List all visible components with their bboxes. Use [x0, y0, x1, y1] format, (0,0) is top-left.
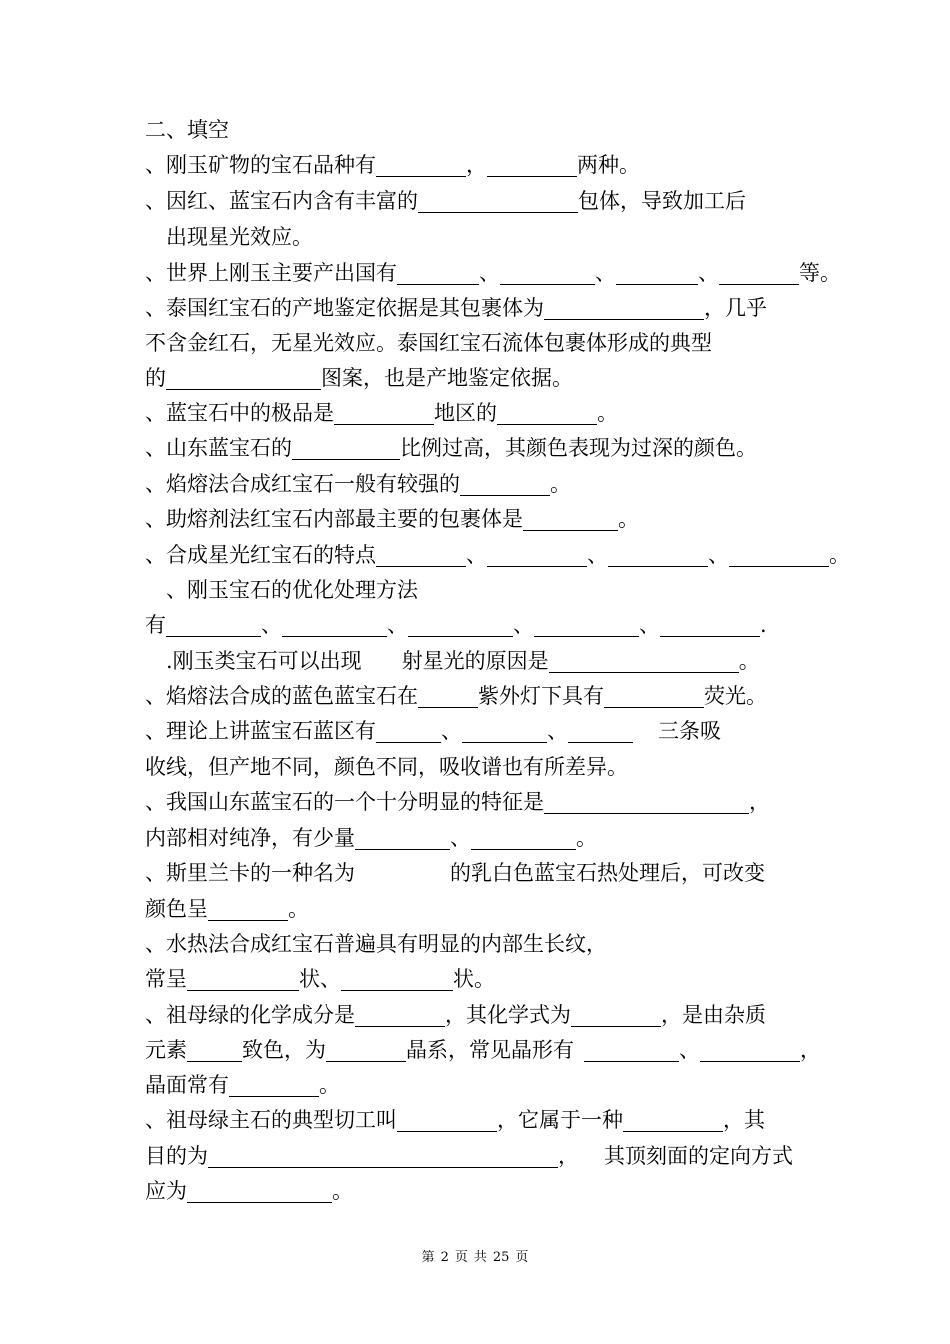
question-text: . — [760, 613, 767, 637]
question-line — [145, 398, 618, 428]
question-text: 。 — [319, 1073, 340, 1097]
question-text: 致色，为 — [242, 1038, 326, 1062]
question-line — [145, 929, 607, 959]
question-text: 、刚玉宝石的优化处理方法 — [166, 578, 418, 602]
page-label: 第 — [421, 1250, 435, 1265]
question-text: 内部相对纯净，有少量 — [145, 826, 355, 850]
answer-blank[interactable] — [471, 823, 576, 850]
question-text: 、 — [479, 261, 500, 285]
question-text: 、 — [450, 826, 471, 850]
question-text: 、刚玉矿物的宝石品种有 — [145, 153, 376, 177]
answer-blank[interactable] — [326, 1035, 406, 1062]
question-text: 收线，但产地不同，颜色不同，吸收谱也有所差异。 — [145, 755, 628, 779]
question-line — [145, 1000, 766, 1030]
question-line — [145, 894, 309, 924]
question-text: 、理论上讲蓝宝石蓝区有 — [145, 719, 376, 743]
answer-blank[interactable] — [534, 610, 639, 637]
answer-blank[interactable] — [500, 258, 595, 285]
answer-blank[interactable] — [397, 1105, 497, 1132]
question-text: 、蓝宝石中的极品是 — [145, 401, 334, 425]
page-unit: 页 — [454, 1250, 468, 1265]
question-text: 、我国山东蓝宝石的一个十分明显的特征是 — [145, 790, 544, 814]
answer-blank[interactable] — [376, 716, 441, 743]
question-line — [145, 1105, 765, 1135]
question-text: 图案，也是产地鉴定依据。 — [321, 366, 573, 390]
question-text: 有 — [145, 613, 166, 637]
answer-blank[interactable] — [397, 258, 479, 285]
question-text: 。 — [597, 401, 618, 425]
question-text: 、 — [513, 613, 534, 637]
question-text: 、 — [698, 261, 719, 285]
question-line — [145, 258, 841, 288]
question-text: ，几乎 — [704, 296, 767, 320]
page-number: 2 — [440, 1250, 449, 1265]
answer-blank[interactable] — [729, 540, 829, 567]
question-line — [145, 1035, 821, 1065]
question-text: 紫外灯下具有 — [478, 684, 604, 708]
question-text: 晶系，常见晶形有 — [406, 1038, 574, 1062]
total-pages: 25 — [492, 1250, 510, 1265]
question-text: 、山东蓝宝石的 — [145, 436, 292, 460]
question-line — [145, 823, 597, 853]
question-text: ， — [749, 790, 770, 814]
question-text: 、 — [595, 261, 616, 285]
question-text: ， — [466, 153, 487, 177]
total-unit: 页 — [515, 1250, 529, 1265]
question-text: 、泰国红宝石的产地鉴定依据是其包裹体为 — [145, 296, 544, 320]
answer-blank[interactable] — [355, 1000, 445, 1027]
question-text: 、因红、蓝宝石内含有丰富的 — [145, 189, 418, 213]
question-text: 的 — [145, 366, 166, 390]
answer-blank[interactable] — [623, 1105, 723, 1132]
answer-blank[interactable] — [487, 540, 587, 567]
question-text: 、合成星光红宝石的特点 — [145, 543, 376, 567]
question-line — [145, 504, 639, 534]
question-line — [145, 1141, 793, 1171]
question-text: 晶面常有 — [145, 1073, 229, 1097]
question-line — [145, 964, 495, 994]
question-line — [145, 858, 765, 888]
answer-blank[interactable] — [462, 716, 547, 743]
question-text: 。 — [288, 897, 309, 921]
answer-blank[interactable] — [544, 293, 704, 320]
question-line — [145, 787, 770, 817]
question-line — [145, 752, 628, 782]
question-text: 三条吸 — [658, 719, 721, 743]
question-text: 的乳白色蓝宝石热处理后，可改变 — [450, 861, 765, 885]
question-line — [145, 328, 712, 358]
question-text: 。 — [829, 543, 850, 567]
question-text: 应为 — [145, 1179, 187, 1203]
answer-blank[interactable] — [487, 150, 577, 177]
answer-blank[interactable] — [497, 398, 597, 425]
answer-blank[interactable] — [608, 540, 708, 567]
answer-blank[interactable] — [166, 363, 321, 390]
question-text: 射星光的原因是 — [401, 649, 549, 673]
answer-blank[interactable] — [660, 610, 760, 637]
question-text: ， — [558, 1144, 579, 1168]
answer-blank[interactable] — [166, 610, 261, 637]
question-text: 、 — [261, 613, 282, 637]
question-text: ，其 — [723, 1108, 765, 1132]
answer-blank[interactable] — [292, 433, 400, 460]
question-text: 常呈 — [145, 967, 187, 991]
question-text: 、焰熔法合成红宝石一般有较强的 — [145, 472, 460, 496]
answer-blank[interactable] — [187, 1035, 242, 1062]
question-line — [145, 540, 850, 570]
question-text: .刚玉类宝石可以出现 — [166, 649, 362, 673]
answer-blank[interactable] — [616, 258, 698, 285]
question-text: 、 — [708, 543, 729, 567]
question-text: 、祖母绿主石的典型切工叫 — [145, 1108, 397, 1132]
question-text: 、 — [387, 613, 408, 637]
answer-blank[interactable] — [719, 258, 799, 285]
answer-blank[interactable] — [408, 610, 513, 637]
answer-blank[interactable] — [376, 150, 466, 177]
question-line — [145, 1176, 353, 1206]
question-text: 、 — [679, 1038, 700, 1062]
question-line — [145, 293, 767, 323]
question-line — [145, 433, 757, 463]
answer-blank[interactable] — [460, 469, 550, 496]
question-text: 地区的 — [434, 401, 497, 425]
page-footer — [0, 1248, 950, 1268]
question-text: 、 — [547, 719, 568, 743]
question-text: 。 — [332, 1179, 353, 1203]
question-line — [145, 681, 767, 711]
question-line — [166, 222, 313, 252]
answer-blank[interactable] — [604, 681, 704, 708]
question-text: 出现星光效应。 — [166, 225, 313, 249]
question-line — [166, 575, 418, 605]
answer-blank[interactable] — [355, 823, 450, 850]
question-text: 不含金红石，无星光效应。泰国红宝石流体包裹体形成的典型 — [145, 331, 712, 355]
question-text: 状、 — [299, 967, 341, 991]
question-line — [145, 469, 571, 499]
answer-blank[interactable] — [418, 186, 578, 213]
question-text: 、 — [587, 543, 608, 567]
answer-blank[interactable] — [282, 610, 387, 637]
question-line — [145, 363, 573, 393]
question-text: 比例过高，其颜色表现为过深的颜色。 — [400, 436, 757, 460]
answer-blank[interactable] — [544, 787, 749, 814]
question-text: 、助熔剂法红宝石内部最主要的包裹体是 — [145, 507, 523, 531]
question-text: 目的为 — [145, 1144, 208, 1168]
answer-blank[interactable] — [523, 504, 618, 531]
question-text: 、祖母绿的化学成分是 — [145, 1003, 355, 1027]
question-text: 其顶刻面的定向方式 — [604, 1144, 793, 1168]
question-text: 、水热法合成红宝石普遍具有明显的内部生长纹， — [145, 932, 607, 956]
answer-blank[interactable] — [187, 1176, 332, 1203]
question-text: 两种。 — [577, 153, 640, 177]
answer-blank[interactable] — [334, 398, 434, 425]
question-text: 。 — [738, 649, 760, 673]
question-text: 。 — [550, 472, 571, 496]
answer-blank[interactable] — [700, 1035, 800, 1062]
question-text: 。 — [618, 507, 639, 531]
question-line — [145, 1070, 340, 1100]
question-text: ， — [800, 1038, 821, 1062]
question-line — [145, 186, 746, 216]
question-text: ，其化学式为 — [445, 1003, 571, 1027]
answer-blank[interactable] — [571, 1000, 661, 1027]
answer-blank[interactable] — [341, 964, 453, 991]
section-title-text: 二、填空 — [145, 118, 229, 142]
question-text: ，它属于一种 — [497, 1108, 623, 1132]
question-line — [145, 716, 721, 746]
question-text: 状。 — [453, 967, 495, 991]
question-line — [145, 610, 767, 640]
question-text: 荧光。 — [704, 684, 767, 708]
answer-blank[interactable] — [376, 540, 466, 567]
question-line — [145, 150, 640, 180]
question-text: 、焰熔法合成的蓝色蓝宝石在 — [145, 684, 418, 708]
answer-blank[interactable] — [549, 646, 739, 673]
section-title — [145, 115, 229, 145]
answer-blank[interactable] — [187, 964, 299, 991]
question-text: 包体，导致加工后 — [578, 189, 746, 213]
answer-blank[interactable] — [229, 1070, 319, 1097]
question-text: 、世界上刚玉主要产出国有 — [145, 261, 397, 285]
answer-blank[interactable] — [208, 894, 288, 921]
answer-blank[interactable] — [418, 681, 478, 708]
question-text: ，是由杂质 — [661, 1003, 766, 1027]
question-text: 、 — [639, 613, 660, 637]
question-line — [166, 646, 760, 676]
answer-blank[interactable] — [208, 1141, 558, 1168]
question-text: 等。 — [799, 261, 841, 285]
question-text: 、 — [441, 719, 462, 743]
answer-blank[interactable] — [568, 716, 633, 743]
question-text: 、斯里兰卡的一种名为 — [145, 861, 355, 885]
question-text: 。 — [576, 826, 597, 850]
question-text: 元素 — [145, 1038, 187, 1062]
question-text: 、 — [466, 543, 487, 567]
question-text: 颜色呈 — [145, 897, 208, 921]
total-label: 共 — [473, 1250, 487, 1265]
answer-blank[interactable] — [584, 1035, 679, 1062]
